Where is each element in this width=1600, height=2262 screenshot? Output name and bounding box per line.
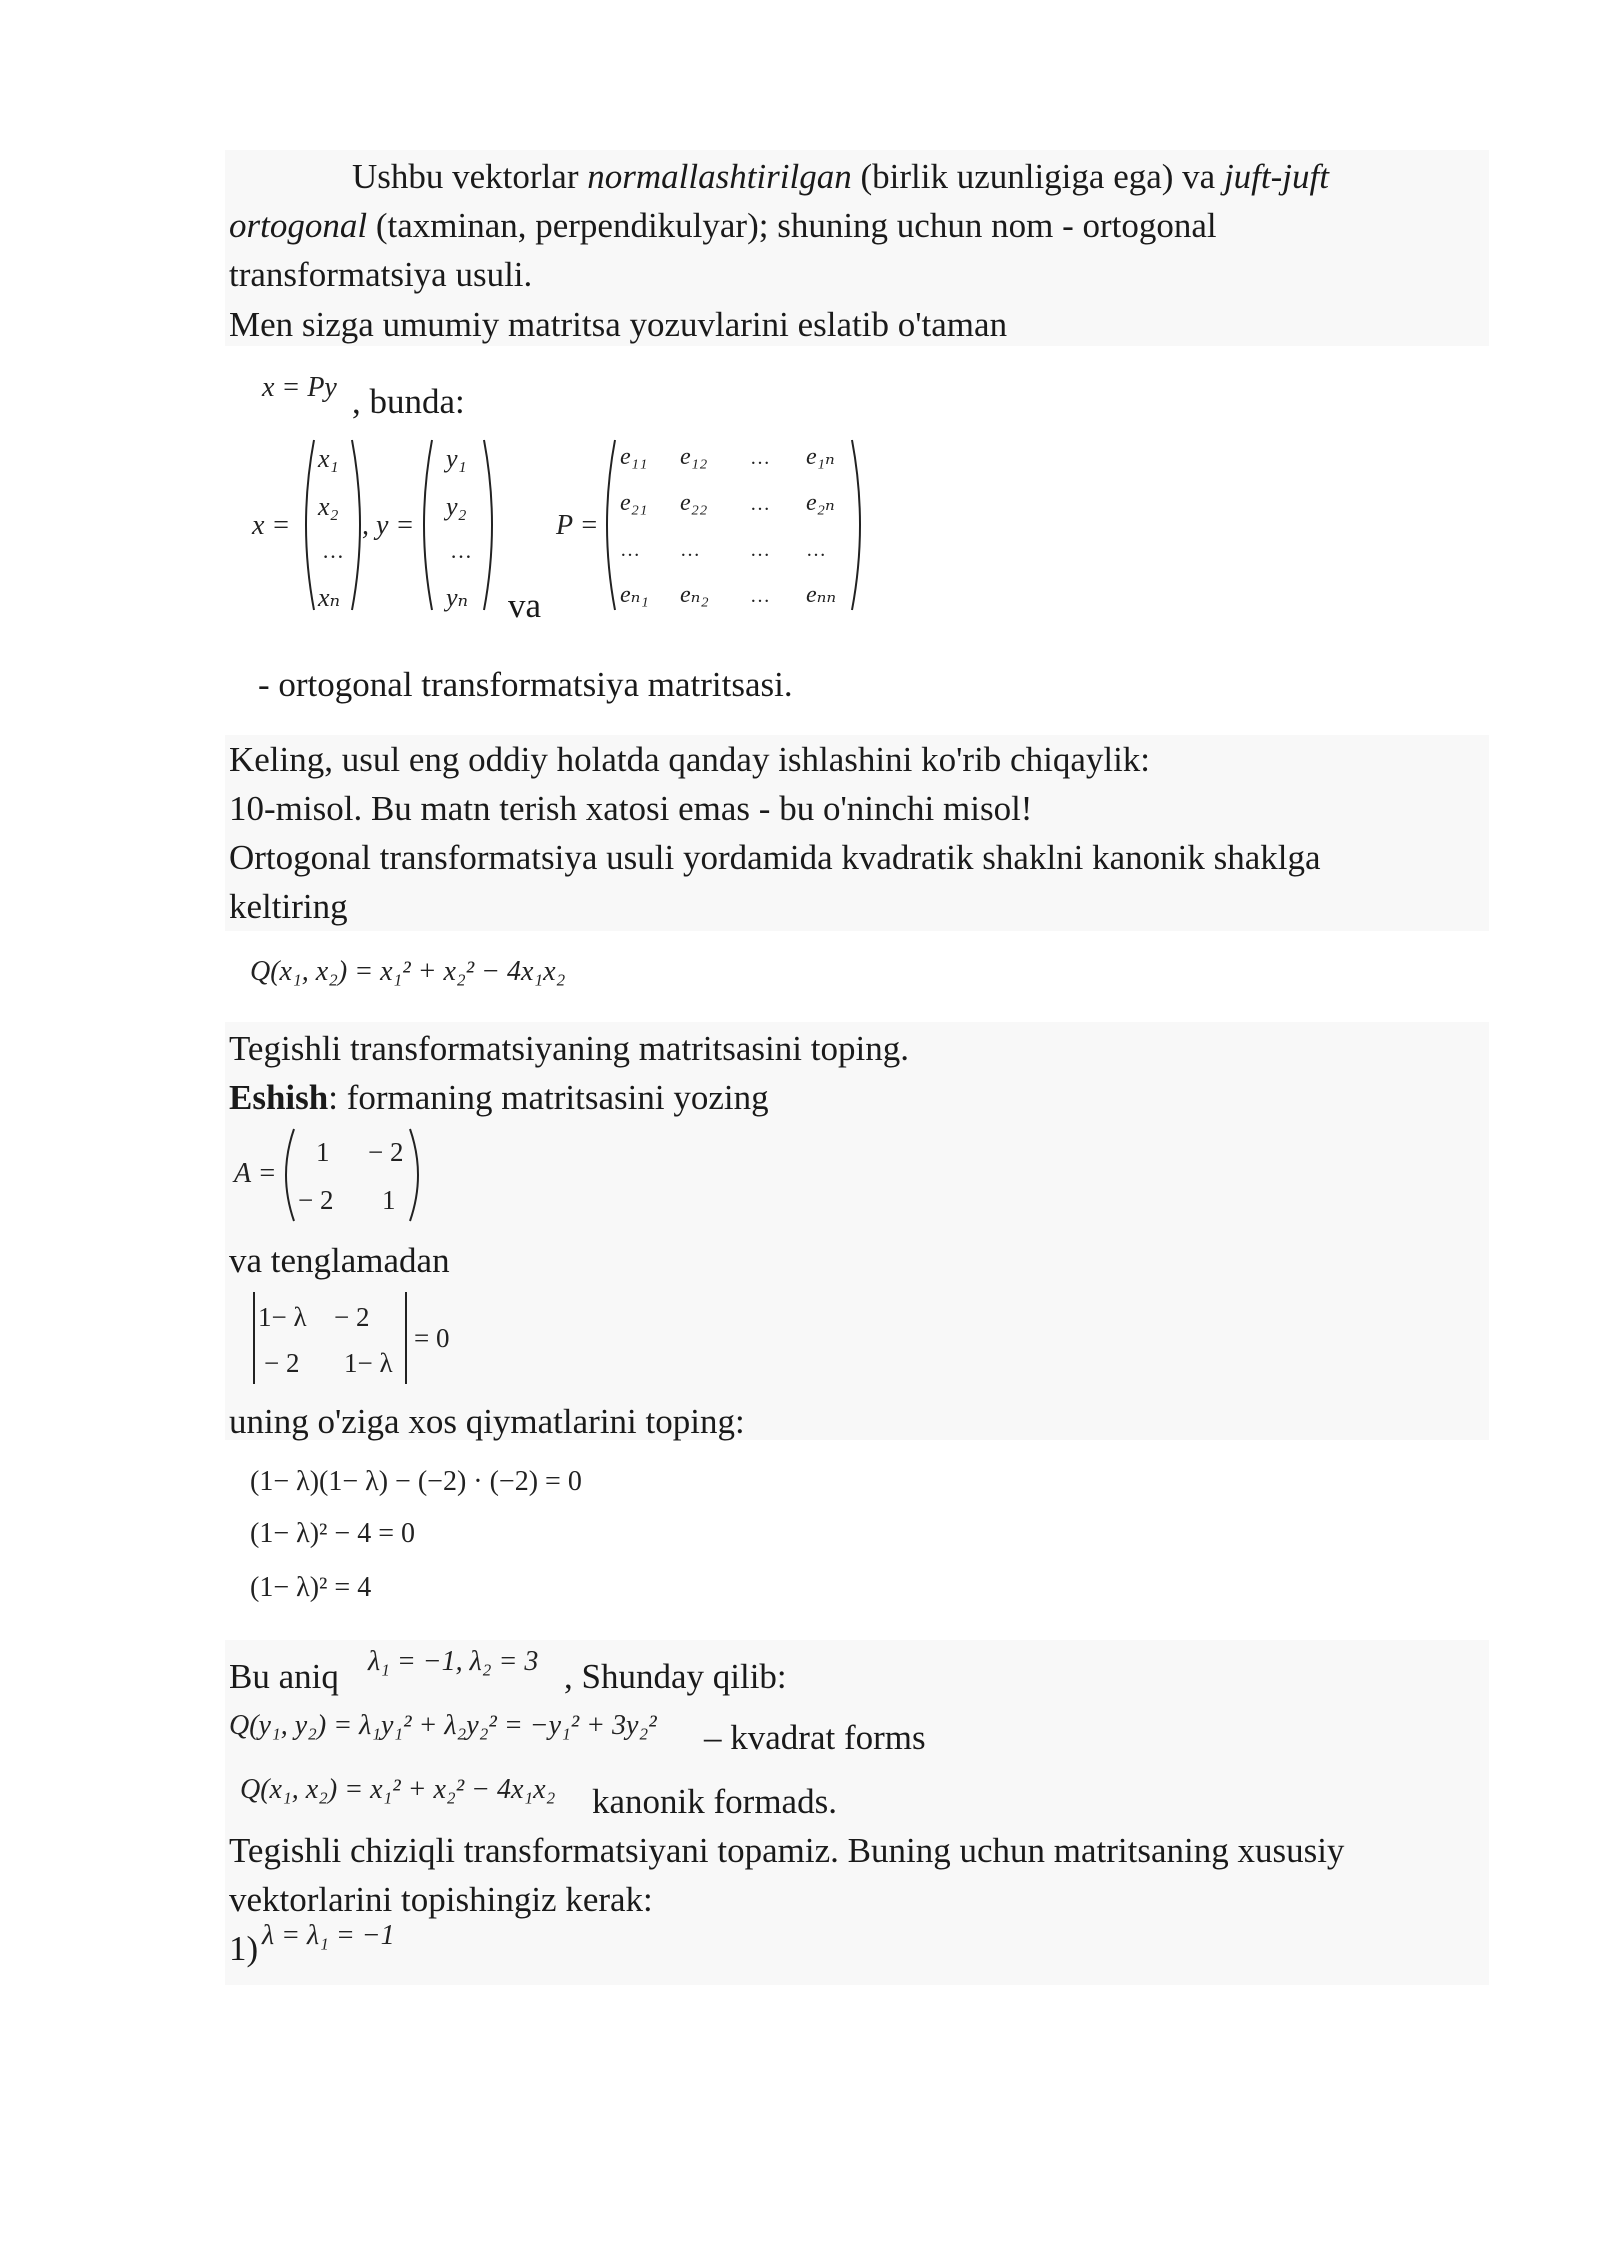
example-line-3: Ortogonal transformatsiya usuli yordamida kvadratik shaklni kanonik shaklga — [229, 838, 1321, 877]
p-entry-2-4: e₂ₙ — [806, 490, 835, 516]
matrix-a-entry-11: 1 — [316, 1137, 330, 1167]
example-line-4: keltiring — [229, 887, 348, 926]
y-left-paren — [424, 440, 432, 610]
p-entry-1-3: … — [750, 447, 770, 469]
find-line-2: vektorlarini topishingiz kerak: — [229, 1880, 653, 1919]
p-entry-4-1: eₙ₁ — [620, 582, 649, 608]
p-entry-1-4: e₁ₙ — [806, 444, 835, 470]
p-entry-3-3: … — [750, 539, 770, 561]
original-expr: Q(x₁, x₂) = x₁² + x₂² − 4x₁x₂ — [240, 1774, 556, 1805]
p-entry-4-2: eₙ₂ — [680, 582, 709, 608]
result-prefix: Bu aniq — [229, 1657, 339, 1696]
intro-line-2: ortogonal (taxminan, perpendikulyar); shuning uchun nom - ortogonal — [229, 206, 1217, 245]
x-right-paren — [352, 440, 360, 610]
y-entry-1: y₁ — [446, 444, 467, 473]
matrix-a-figure — [228, 1125, 448, 1225]
p-label: P = — [556, 510, 599, 541]
result-suffix: , Shunday qilib: — [564, 1657, 787, 1696]
x-label: x = — [252, 510, 291, 541]
p-entry-1-2: e₁₂ — [680, 444, 708, 470]
y-entry-4: yₙ — [446, 583, 469, 612]
p-entry-4-4: eₙₙ — [806, 582, 837, 608]
y-entry-2: y₂ — [446, 492, 467, 521]
example-line-2: 10-misol. Bu matn terish xatosi emas - bu o'ninchi misol! — [229, 789, 1033, 828]
find-line-1: Tegishli chiziqli transformatsiyani topamiz. Buning uchun matritsaning xususiy — [229, 1831, 1345, 1870]
p-entry-2-2: e₂₂ — [680, 490, 708, 516]
matrices-figure — [240, 430, 880, 630]
matrix-a-right-paren — [410, 1129, 418, 1221]
step-1-label: 1) — [229, 1929, 259, 1968]
x-entry-2: x₂ — [318, 492, 339, 521]
quadratic-form: Q(x₁, x₂) = x₁² + x₂² − 4x₁x₂ — [250, 956, 566, 987]
example-line-1: Keling, usul eng oddiy holatda qanday ishlashini ko'rib chiqaylik: — [229, 740, 1151, 779]
formula-bunda: , bunda: — [352, 382, 465, 421]
step-1-expr: λ = λ₁ = −1 — [262, 1920, 395, 1951]
intro-line-4: Men sizga umumiy matritsa yozuvlarini eslatib o'taman — [229, 305, 1008, 344]
ortho-caption: - ortogonal transformatsiya matritsasi. — [258, 665, 793, 704]
matrix-a-entry-12: − 2 — [368, 1137, 404, 1167]
p-entry-1-1: e₁₁ — [620, 444, 648, 470]
eigen-text: uning o'ziga xos qiymatlarini toping: — [229, 1402, 745, 1441]
intro-line-1: Ushbu vektorlar normallashtirilgan (birlik uzunligiga ega) va juft-juft — [352, 157, 1329, 196]
p-entry-3-4: … — [806, 539, 826, 561]
p-left-paren — [607, 440, 615, 610]
x-entry-4: xₙ — [318, 583, 341, 612]
x-entry-3: … — [322, 538, 344, 563]
y-label: , y = — [362, 510, 415, 541]
determinant-figure — [240, 1288, 480, 1388]
p-entry-3-2: … — [680, 539, 700, 561]
matrix-a-entry-21: − 2 — [298, 1185, 334, 1215]
original-text: kanonik formads. — [592, 1782, 837, 1821]
p-entry-2-1: e₂₁ — [620, 490, 648, 516]
det-entry-22: 1− λ — [344, 1348, 393, 1378]
eigen-step-2: (1− λ)² − 4 = 0 — [250, 1518, 415, 1549]
matrix-a-label: A = — [234, 1158, 277, 1189]
det-entry-21: − 2 — [264, 1348, 300, 1378]
result-shade — [225, 1640, 1489, 1985]
det-entry-11: 1− λ — [258, 1302, 307, 1332]
eigen-step-3: (1− λ)² = 4 — [250, 1572, 372, 1603]
x-left-paren — [306, 440, 314, 610]
eigen-step-1: (1− λ)(1− λ) − (−2) · (−2) = 0 — [250, 1466, 582, 1497]
matrix-a-left-paren — [286, 1129, 294, 1221]
p-entries — [620, 444, 836, 608]
va-label: va — [508, 586, 542, 625]
x-entry-1: x₁ — [318, 444, 339, 473]
task-line-2: Eshish: formaning matritsasini yozing — [229, 1078, 769, 1117]
p-right-paren — [852, 440, 860, 610]
intro-line-3: transformatsiya usuli. — [229, 255, 533, 294]
p-entry-4-3: … — [750, 585, 770, 607]
y-entry-3: … — [450, 538, 472, 563]
canonical-expr: Q(y₁, y₂) = λ₁y₁² + λ₂y₂² = −y₁² + 3y₂² — [229, 1710, 657, 1741]
formula-x-eq-py: x = Py — [262, 372, 337, 403]
p-entry-3-1: … — [620, 539, 640, 561]
det-entry-12: − 2 — [334, 1302, 370, 1332]
result-eigenvalues: λ₁ = −1, λ₂ = 3 — [368, 1646, 539, 1677]
matrix-a-entry-22: 1 — [382, 1185, 396, 1215]
y-right-paren — [484, 440, 492, 610]
task-line-1: Tegishli transformatsiyaning matritsasini toping. — [229, 1029, 909, 1068]
p-entry-2-3: … — [750, 493, 770, 515]
det-rhs: = 0 — [414, 1323, 450, 1353]
canonical-text: – kvadrat forms — [704, 1718, 926, 1757]
from-equation: va tenglamadan — [229, 1241, 450, 1280]
